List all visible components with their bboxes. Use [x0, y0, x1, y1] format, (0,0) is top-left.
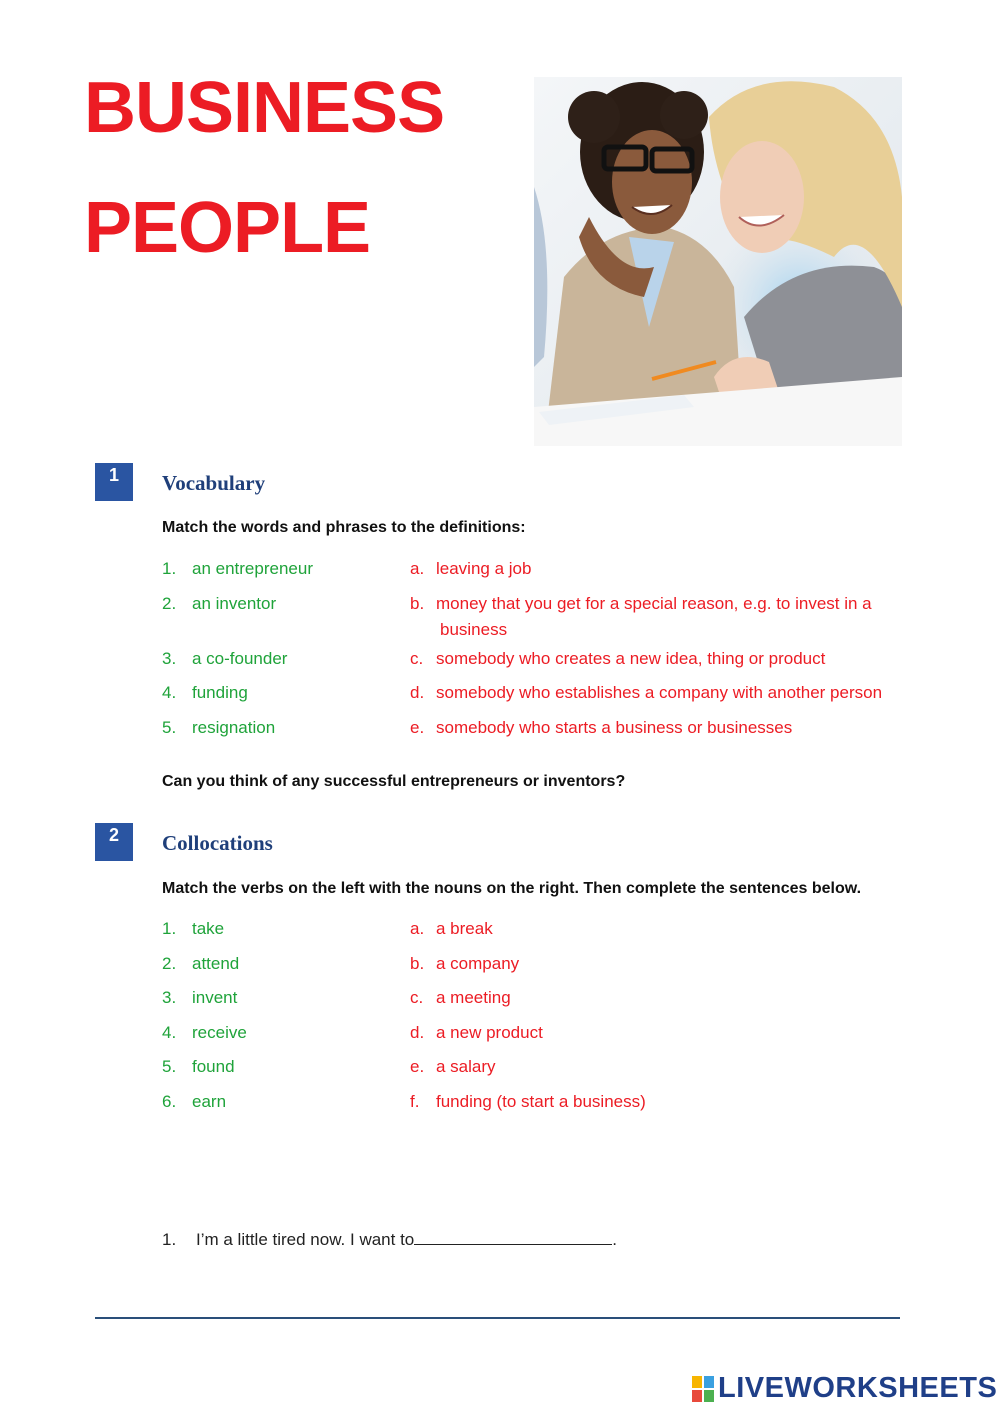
title-line-2: PEOPLE	[84, 188, 371, 268]
business-women-photo	[534, 77, 902, 446]
vocab-definition-b-continued: business	[440, 620, 508, 639]
vocab-definition-b: b. money that you get for a special reason, e.g. to invest in a	[410, 594, 872, 613]
collocation-noun-f: f. funding (to start a business)	[410, 1092, 646, 1111]
vocab-word-1: 1. an entrepreneur	[162, 559, 313, 578]
collocation-noun-e: e. a salary	[410, 1057, 496, 1076]
vocab-word-4: 4. funding	[162, 683, 248, 702]
collocation-noun-b: b. a company	[410, 954, 520, 973]
section-1-instruction: Match the words and phrases to the definitions:	[162, 519, 526, 536]
liveworksheets-logo-text: LIVEWORKSHEETS	[718, 1372, 998, 1404]
vocab-definition-d: d. somebody who establishes a company with another person	[410, 683, 883, 702]
collocation-verb-5: 5. found	[162, 1057, 235, 1076]
collocation-verb-4: 4. receive	[162, 1023, 247, 1042]
section-1-number-box: 1	[95, 463, 133, 501]
vocab-word-2: 2. an inventor	[162, 594, 277, 613]
collocation-noun-c: c. a meeting	[410, 988, 511, 1007]
vocab-word-3: 3. a co-founder	[162, 649, 288, 668]
collocation-verb-1: 1. take	[162, 919, 225, 938]
collocation-noun-a: a. a break	[410, 919, 493, 938]
vocab-word-5: 5. resignation	[162, 718, 276, 737]
section-1-question: Can you think of any successful entrepreneurs or inventors?	[162, 773, 626, 790]
section-2-title: Collocations	[162, 831, 273, 855]
sentence-1-answer-blank[interactable]	[414, 1228, 612, 1245]
liveworksheets-logo-icon	[692, 1376, 714, 1402]
section-2-instruction: Match the verbs on the left with the nouns on the right. Then complete the sentences below.	[162, 880, 862, 897]
section-2-number-box: 2	[95, 823, 133, 861]
title-line-1: BUSINESS	[84, 68, 445, 148]
liveworksheets-logo	[692, 1372, 997, 1405]
section-1-title: Vocabulary	[162, 471, 266, 495]
vocab-definition-c: c. somebody who creates a new idea, thing or product	[410, 649, 826, 668]
vocab-definition-e: e. somebody who starts a business or businesses	[410, 718, 793, 737]
vocab-definition-a: a. leaving a job	[410, 559, 532, 578]
sentence-1: 1. I’m a little tired now. I want to .	[162, 1230, 617, 1249]
collocation-verb-2: 2. attend	[162, 954, 240, 973]
collocation-verb-6: 6. earn	[162, 1092, 227, 1111]
footer-divider	[95, 1317, 900, 1319]
collocation-verb-3: 3. invent	[162, 988, 238, 1007]
collocation-noun-d: d. a new product	[410, 1023, 543, 1042]
